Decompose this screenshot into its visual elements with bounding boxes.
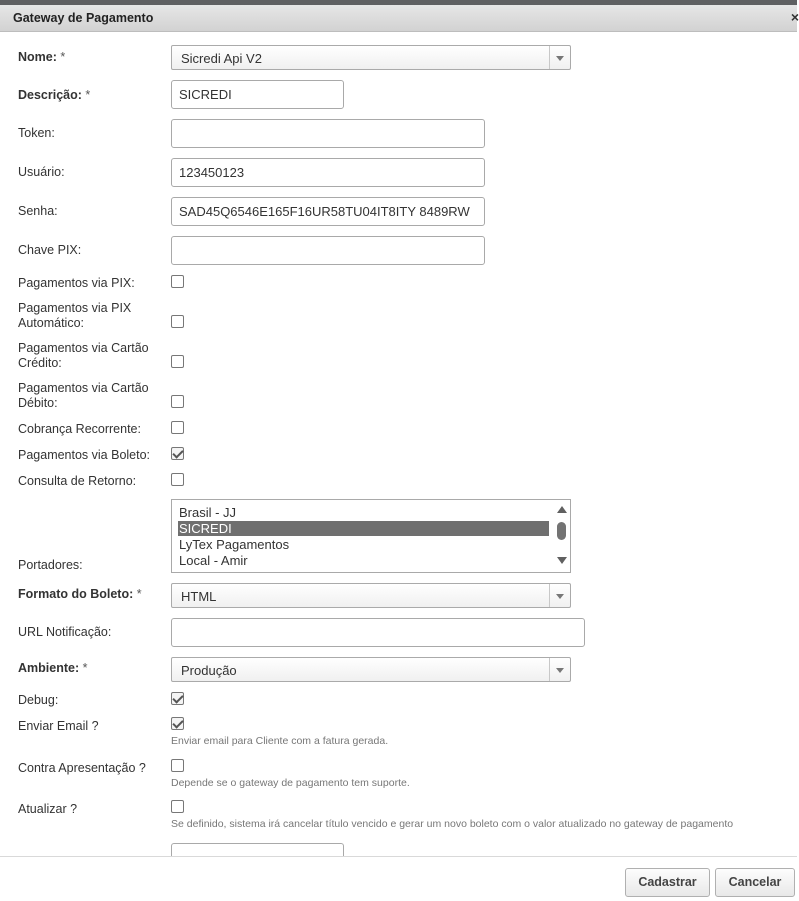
atualizar-label: Atualizar ? <box>18 802 78 816</box>
next-field-partial[interactable] <box>171 843 344 857</box>
chave-pix-input[interactable] <box>171 236 485 265</box>
nome-select-value: Sicredi Api V2 <box>181 51 262 66</box>
pix-checkbox[interactable] <box>171 275 184 288</box>
nome-select-arrow[interactable] <box>549 46 570 69</box>
formato-boleto-label: Formato do Boleto: * <box>18 587 142 601</box>
list-item[interactable]: LyTex Pagamentos <box>179 537 290 552</box>
dialog-titlebar <box>0 5 797 32</box>
usuario-input[interactable]: 123450123 <box>171 158 485 187</box>
atualizar-hint: Se definido, sistema irá cancelar título vencido e gerar um novo boleto com o valor atualizado no gateway de pagamento <box>171 818 734 830</box>
url-notificacao-input[interactable] <box>171 618 585 647</box>
atualizar-checkbox[interactable] <box>171 800 184 813</box>
list-item-selected[interactable]: SICREDI <box>178 521 549 536</box>
close-icon[interactable]: × <box>790 9 799 25</box>
formato-boleto-value: HTML <box>181 589 217 604</box>
ambiente-label: Ambiente: * <box>18 661 88 675</box>
boleto-checkbox[interactable] <box>171 447 184 460</box>
senha-label: Senha: <box>18 204 58 218</box>
dialog-footer <box>0 856 797 901</box>
debug-checkbox[interactable] <box>171 692 184 705</box>
list-item[interactable]: Local - Amir <box>179 553 248 568</box>
ambiente-select[interactable] <box>171 657 571 682</box>
url-notificacao-label: URL Notificação: <box>18 625 112 639</box>
contra-apresentacao-hint: Depende se o gateway de pagamento tem suporte. <box>171 777 410 789</box>
portadores-listbox[interactable] <box>171 499 571 573</box>
listbox-scrollbar[interactable] <box>553 500 570 572</box>
recorrente-label: Cobrança Recorrente: <box>18 422 141 436</box>
list-item[interactable]: Brasil - JJ <box>179 505 237 520</box>
pix-label: Pagamentos via PIX: <box>18 276 135 290</box>
debug-label: Debug: <box>18 693 59 707</box>
contra-apresentacao-checkbox[interactable] <box>171 759 184 772</box>
token-input[interactable] <box>171 119 485 148</box>
scroll-up-arrow-icon[interactable] <box>557 506 567 513</box>
scrollbar-thumb[interactable] <box>557 522 566 540</box>
cadastrar-button[interactable]: Cadastrar <box>625 868 710 897</box>
dialog-title: Gateway de Pagamento <box>13 11 154 25</box>
formato-boleto-arrow[interactable] <box>549 584 570 607</box>
ambiente-arrow[interactable] <box>549 658 570 681</box>
recorrente-checkbox[interactable] <box>171 421 184 434</box>
contra-apresentacao-label: Contra Apresentação ? <box>18 761 146 775</box>
nome-select[interactable] <box>171 45 571 70</box>
enviar-email-checkbox[interactable] <box>171 717 184 730</box>
cartao-credito-checkbox[interactable] <box>171 355 184 368</box>
chave-pix-label: Chave PIX: <box>18 243 82 257</box>
pix-auto-checkbox[interactable] <box>171 315 184 328</box>
portadores-label: Portadores: <box>18 558 83 572</box>
consulta-retorno-checkbox[interactable] <box>171 473 184 486</box>
chevron-down-icon <box>556 668 564 673</box>
boleto-label: Pagamentos via Boleto: <box>18 448 151 462</box>
descricao-label: Descrição: * <box>18 88 91 102</box>
consulta-retorno-label: Consulta de Retorno: <box>18 474 137 488</box>
chevron-down-icon <box>556 594 564 599</box>
enviar-email-hint: Enviar email para Cliente com a fatura gerada. <box>171 735 389 747</box>
nome-label: Nome: * <box>18 50 66 64</box>
pix-auto-label: Pagamentos via PIX Automático: <box>18 301 132 330</box>
cartao-debito-label: Pagamentos via Cartão Débito: <box>18 381 149 410</box>
enviar-email-label: Enviar Email ? <box>18 719 99 733</box>
scroll-down-arrow-icon[interactable] <box>557 557 567 564</box>
token-label: Token: <box>18 126 55 140</box>
cartao-credito-label: Pagamentos via Cartão Crédito: <box>18 341 149 370</box>
cancelar-button[interactable]: Cancelar <box>715 868 795 897</box>
usuario-label: Usuário: <box>18 165 65 179</box>
descricao-input[interactable]: SICREDI <box>171 80 344 109</box>
ambiente-value: Produção <box>181 663 237 678</box>
cartao-debito-checkbox[interactable] <box>171 395 184 408</box>
chevron-down-icon <box>556 56 564 61</box>
senha-input[interactable]: SAD45Q6546E165F16UR58TU04IT8ITY 8489RW <box>171 197 485 226</box>
formato-boleto-select[interactable] <box>171 583 571 608</box>
